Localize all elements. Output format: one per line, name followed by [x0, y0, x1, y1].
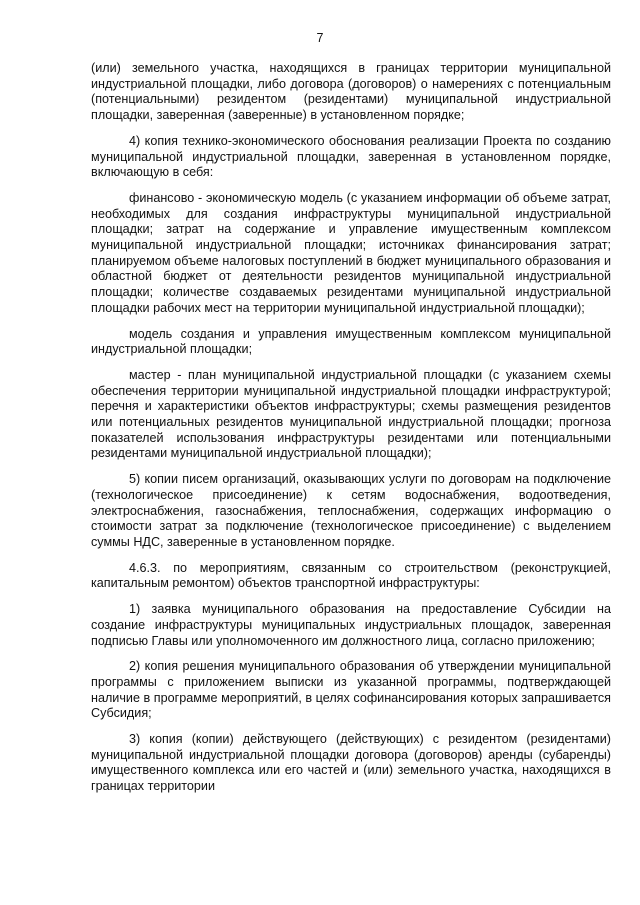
- paragraph: 2) копия решения муниципального образования об утверждении муниципальной программы с приложением выписки из указанной программы, подтверждающей наличие в программе мероприятий, в целях софинансирования которых запрашивается Субсидия;: [91, 659, 611, 721]
- paragraph: финансово - экономическую модель (с указанием информации об объеме затрат, необходимых для создания инфраструктуры муниципальной индустриальной площадки; затрат на содержание и управление имущественным комплексом муниципальной индустриальной площадки; источниках финансирования затрат; планируемом объеме налоговых поступлений в бюджет муниципального образования и областной бюджет от деятельности резидентов муниципальной индустриальной площадки; количестве создаваемых резидентами муниципальной индустриальной площадки рабочих мест на территории муниципальной индустриальной площадки);: [91, 190, 611, 315]
- paragraph: (или) земельного участка, находящихся в границах территории муниципальной индустриальной площадки, либо договора (договоров) о намерениях с потенциальным (потенциальными) резидентом (резидентами) муниципальной индустриальной площадки, заверенная (заверенные) в установленном порядке;: [91, 61, 611, 123]
- paragraph: 5) копии писем организаций, оказывающих услуги по договорам на подключение (технологическое присоединение) к сетям водоснабжения, водоотведения, электроснабжения, газоснабжения, теплоснабжения, содержащих информацию о стоимости затрат за подключение (технологическое присоединение) с выделением суммы НДС, заверенные в установленном порядке.: [91, 472, 611, 549]
- paragraph: 3) копия (копии) действующего (действующих) с резидентом (резидентами) муниципальной индустриальной площадки договора (договоров) аренды (субаренды) имущественного комплекса или его частей и (или) земельного участка, находящихся в границах территории: [91, 732, 611, 794]
- page-number: 7: [316, 31, 324, 45]
- paragraph: 1) заявка муниципального образования на предоставление Субсидии на создание инфраструктуры муниципальных индустриальных площадок, заверенная подписью Главы или уполномоченного им должностного лица, согласно приложению;: [91, 602, 611, 648]
- paragraph: модель создания и управления имущественным комплексом муниципальной индустриальной площадки;: [91, 326, 611, 357]
- paragraph: 4) копия технико-экономического обоснования реализации Проекта по созданию муниципальной индустриальной площадки, заверенная в установленном порядке, включающую в себя:: [91, 133, 611, 180]
- paragraph: мастер - план муниципальной индустриальной площадки (с указанием схемы обеспечения территории муниципальной индустриальной площадки инфраструктурой; перечня и характеристики объектов инфраструктуры; схемы размещения резидентов или потенциальных резидентов муниципальной индустриальной площадки; прогноза показателей использования инфраструктуры резидентами или потенциальными резидентами муниципальной индустриальной площадки);: [91, 367, 611, 461]
- document-body: [91, 61, 611, 805]
- paragraph: 4.6.3. по мероприятиям, связанным со строительством (реконструкцией, капитальным ремонтом) объектов транспортной инфраструктуры:: [91, 560, 611, 591]
